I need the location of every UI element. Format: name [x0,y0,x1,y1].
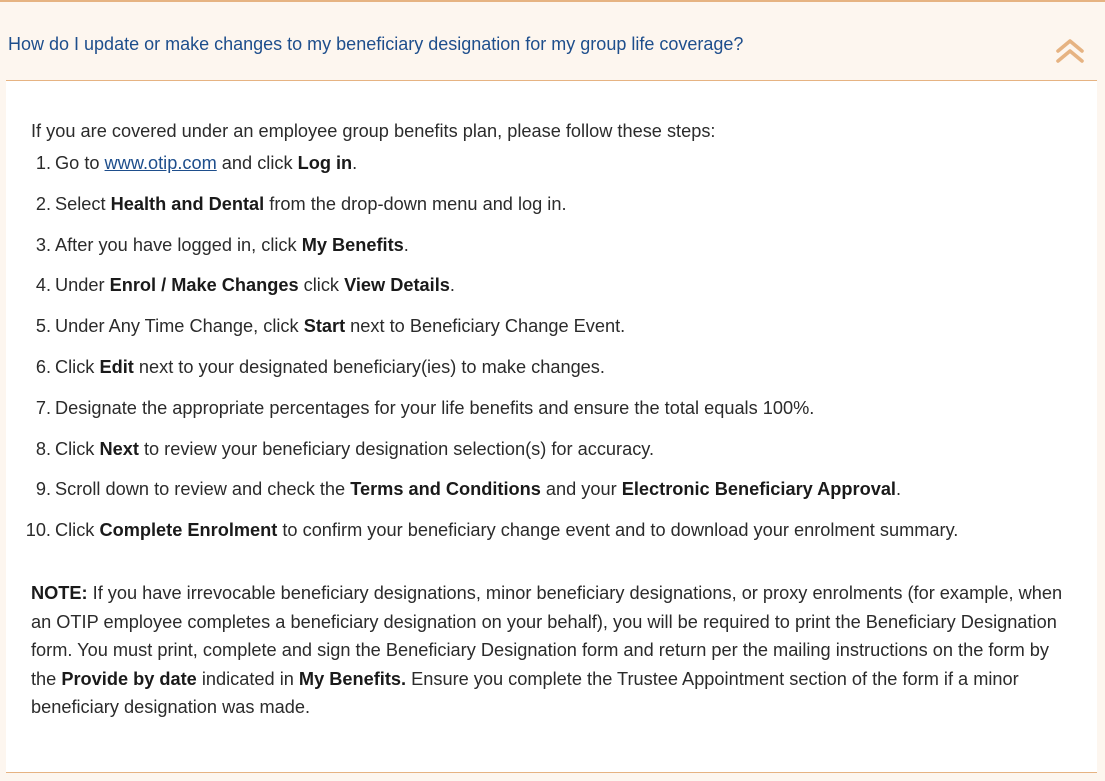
step-number: 5. [35,316,51,337]
step-bold: Edit [99,356,134,377]
step-text: next to Beneficiary Change Event. [345,316,626,337]
step-item [31,475,1079,516]
step-item [31,190,1079,231]
step-bold: View Details [344,275,450,296]
step-item [31,149,1079,190]
answer-content [25,117,1079,722]
panel-bottom-divider [6,772,1097,773]
otip-link[interactable]: www.otip.com [104,153,217,173]
step-number: 9. [35,479,51,500]
note-text: indicated in [196,668,299,689]
step-text: Click [55,356,100,377]
step-item [31,312,1079,353]
note-text: If you have irrevocable beneficiary designations, minor beneficiary designations, or proxy enrolments (for example, when an OTIP employee completes a beneficiary designation on your behalf), you will be required to print the Beneficiary Designation form. You must print, complete and sign the Beneficiary Designation form and return per the mailing instructions on the form by the [31,582,1063,689]
step-number: 8. [35,438,51,459]
step-text: . [896,479,902,500]
step-item [31,231,1079,272]
step-text: to confirm your beneficiary change event and to download your enrolment summary. [277,520,959,541]
accordion-header[interactable] [0,6,1105,80]
note-bold: My Benefits. [298,668,407,689]
step-bold: Complete Enrolment [99,520,278,541]
step-number: 7. [35,397,51,418]
step-bold: My Benefits [301,234,404,255]
step-item [31,271,1079,312]
step-bold: Next [99,438,139,459]
step-number: 1. [35,153,51,173]
step-number: 3. [35,234,51,255]
step-text: . [352,153,358,173]
step-item [25,516,1079,557]
note-paragraph [31,579,1071,722]
step-text: After you have logged in, click [55,234,302,255]
step-number: 2. [35,193,51,214]
note-label: NOTE: [31,582,88,603]
step-bold: Enrol / Make Changes [109,275,299,296]
step-text: Under Any Time Change, click [55,316,304,337]
note-bold: Provide by date [61,668,197,689]
step-item [31,353,1079,394]
step-text: and click [216,153,298,173]
step-text: . [449,275,455,296]
step-number: 10. [25,520,51,541]
answer-panel [6,81,1097,773]
step-text: Go to [55,153,105,173]
step-number: 4. [35,275,51,296]
answer-intro: If you are covered under an employee group benefits plan, please follow these steps: [31,121,716,141]
step-text: . [403,234,409,255]
step-text: next to your designated beneficiary(ies) to make changes. [133,356,605,377]
step-bold: Start [303,316,346,337]
step-number: 6. [35,356,51,377]
step-bold: Log in [297,153,353,173]
step-text: Scroll down to review and check the [55,479,351,500]
faq-question[interactable]: How do I update or make changes to my beneficiary designation for my group life coverage? [8,34,744,54]
step-item [31,394,1079,435]
step-bold: Electronic Beneficiary Approval [621,479,896,500]
step-text: to review your beneficiary designation selection(s) for accuracy. [138,438,655,459]
steps-list [25,149,1079,557]
step-bold: Health and Dental [110,193,265,214]
step-text: Under [55,275,110,296]
step-text: click [298,275,345,296]
step-text: Click [55,438,100,459]
step-item [31,435,1079,476]
step-text: from the drop-down menu and log in. [264,193,567,214]
step-bold: Terms and Conditions [350,479,541,500]
note-text: Ensure you complete the Trustee Appointment section of the form if a minor beneficiary designation was made. [31,668,1019,718]
step-text: Designate the appropriate percentages for your life benefits and ensure the total equals 100%. [55,397,815,418]
step-text: Click [55,520,100,541]
double-chevron-up-icon[interactable] [1055,38,1085,64]
step-text: and your [540,479,622,500]
step-text: Select [55,193,111,214]
